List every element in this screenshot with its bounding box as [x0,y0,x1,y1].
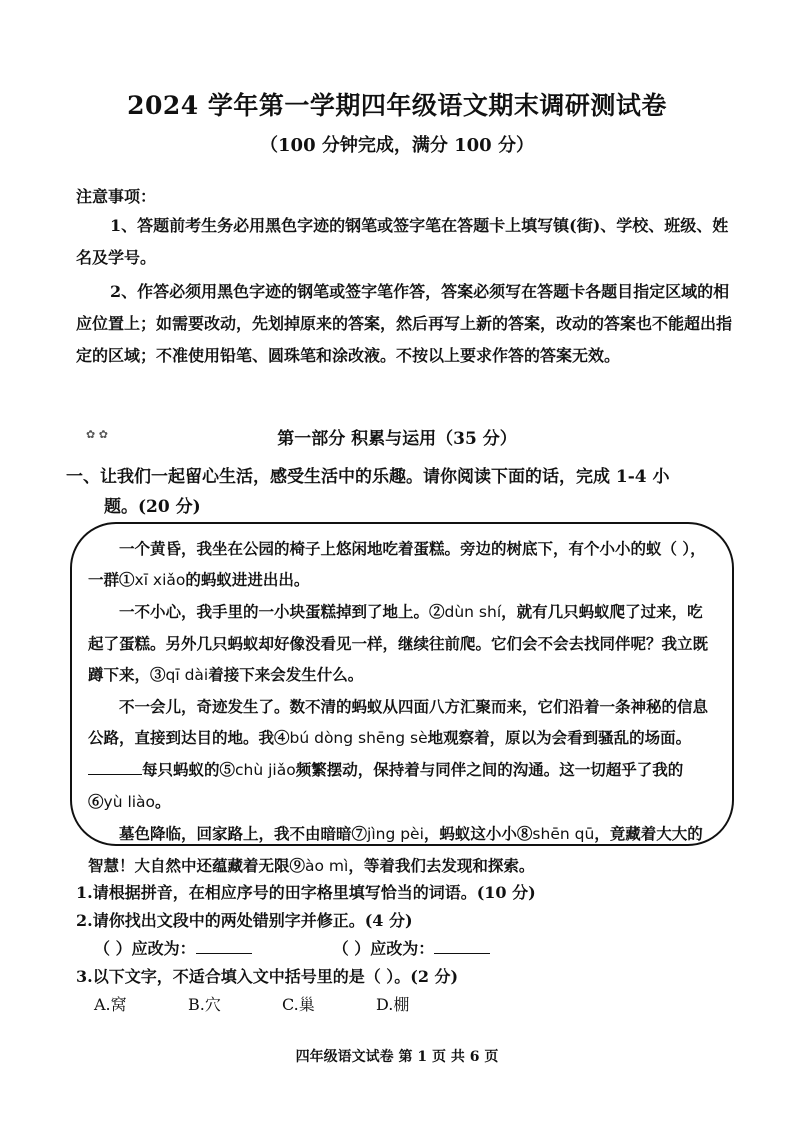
pinyin-blank: shēn qū [532,825,595,843]
exam-title: 2024 学年第一学期四年级语文期末调研测试卷 [127,91,667,120]
option-d[interactable]: D.棚 [376,995,410,1014]
passage-text: 。 [155,792,171,811]
pinyin-blank: dùn shí [444,603,502,621]
passage-paragraph-4 [88,818,716,882]
question-1: 1.请根据拼音，在相应序号的田字格里填写恰当的词语。(10 分) [76,883,536,902]
section-title: 第一部分 积累与运用（35 分） [277,429,517,449]
pinyin-blank: yù liào [103,793,156,811]
passage-text: 每只蚂蚁的⑤ [142,760,236,779]
exam-subtitle: （100 分钟完成，满分 100 分） [260,135,534,156]
pinyin-blank: bú dòng shēng sè [289,729,428,747]
option-c[interactable]: C.巢 [282,995,315,1014]
option-b[interactable]: B.穴 [188,995,221,1014]
correction-label-2: （ ）应改为： [332,939,435,958]
notice-heading: 注意事项： [76,187,157,206]
passage-text: 一个黄昏，我坐在公园的椅子上悠闲地吃着蛋糕。旁边的树底下，有个小小的蚁（ ），一群① [88,539,706,589]
passage-text: ，就有几只蚂蚁爬了过来，吃起了蛋糕。另外几只蚂蚁却好像没看见一样，继续往前爬。它们会不会去找同伴呢？我立既蹲下来，③ [88,602,709,684]
fill-in-blank-line [88,758,142,775]
notice-item-1-text: 1、答题前考生务必用黑色字迹的钢笔或签字笔在答题卡上填写镇(街)、学校、班级、姓名及学号。 [76,216,729,267]
passage-text: 墓色降临，回家路上，我不由暗暗⑦ [119,824,368,843]
passage-text: 一不小心，我手里的一小块蛋糕掉到了地上。② [119,602,445,621]
questions-list [76,879,736,1019]
pinyin-blank: qī dài [165,666,209,684]
question-intro [66,462,736,522]
passage-paragraph-1 [88,533,716,596]
correction-blank-1[interactable] [196,935,252,954]
notice-item-2 [76,276,736,372]
notice-item-2-text: 2、作答必须用黑色字迹的钢笔或签字笔作答，答案必须写在答题卡各题目指定区域的相应位置上；如需要改动，先划掉原来的答案，然后再写上新的答案，改动的答案也不能超出指定的区域；不准使用铅笔、圆珠笔和涂改液。不按以上要求作答的答案无效。 [76,282,733,365]
passage-text: ，蚂蚁这小小⑧ [423,824,533,843]
passage-paragraph-3 [88,691,716,818]
page-footer: 四年级语文试卷 第 1 页 共 6 页 [295,1049,499,1065]
notice-item-1 [76,210,736,274]
question-2-answer-row [76,935,736,963]
question-intro-line-2: 题。(20 分) [104,497,201,517]
passage-text: 的蚂蚁进进出出。 [185,570,310,589]
passage-text: 不一会儿，奇迹发生了。数不清的蚂蚁从四面八方汇聚而来，它们沿着一条神秘的信息公路，直接到达目的地。我④ [88,697,709,747]
question-intro-line-1: 一、让我们一起留心生活，感受生活中的乐趣。请你阅读下面的话，完成 1-4 小 [66,467,670,487]
pinyin-blank: jìng pèi [367,825,424,843]
reading-passage [88,533,716,882]
pinyin-blank: chù jiǎo [235,761,296,779]
pinyin-blank: xī xiǎo [134,571,186,589]
option-a[interactable]: A.窝 [94,995,127,1014]
passage-text: ，等着我们去发现和探索。 [348,856,535,875]
passage-text: ，竟藏着大大的智慧！大自然中还蕴藏着无限⑨ [88,824,703,875]
passage-paragraph-2 [88,596,716,691]
section-decor-mark: ✿ ✿ [86,428,108,441]
correction-blank-2[interactable] [434,935,490,954]
passage-text: 地观察着，原以为会看到骚乱的场面。 [427,728,692,747]
passage-text: 频繁摆动，保持着与同伴之间的沟通。这一切超乎了我的⑥ [88,760,684,811]
pinyin-blank: ào mì [305,857,349,875]
passage-text: 着接下来会发生什么。 [208,665,364,684]
correction-label-1: （ ）应改为： [94,939,196,958]
question-3: 3.以下文字，不适合填入文中括号里的是（ ）。(2 分) [76,967,459,986]
question-3-options [76,991,736,1019]
question-2: 2.请你找出文段中的两处错别字并修正。(4 分) [76,911,413,930]
